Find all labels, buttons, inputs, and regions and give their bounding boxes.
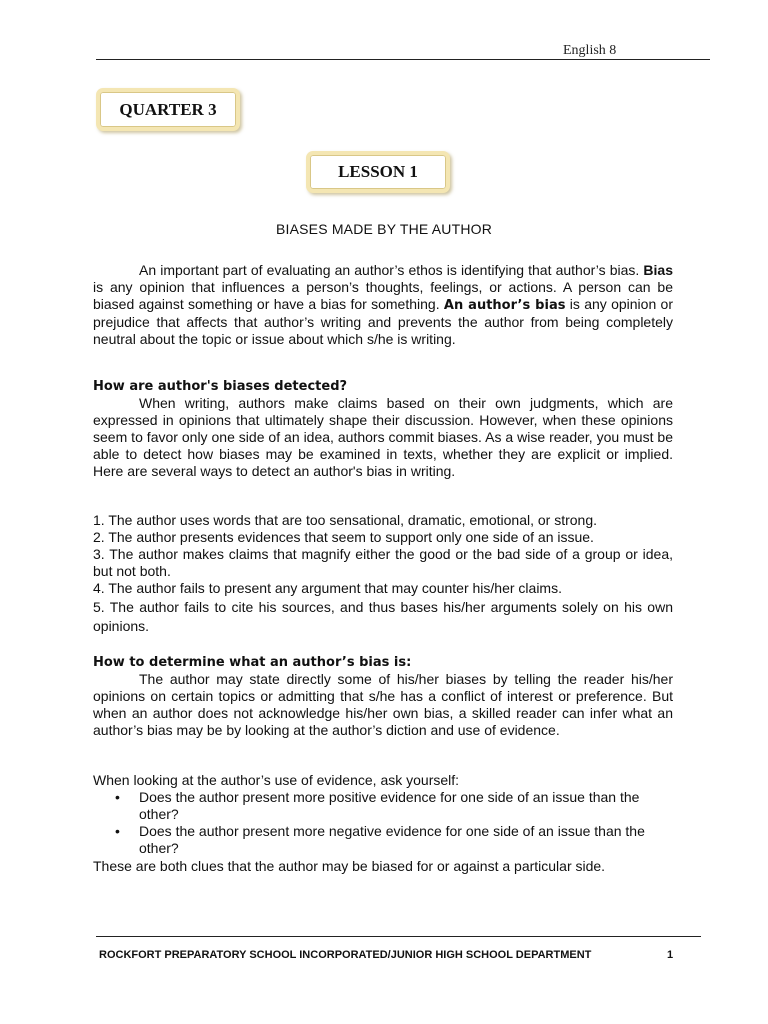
lesson-label: LESSON 1 <box>338 162 418 181</box>
header-rule <box>96 59 710 60</box>
list-item: 1. The author uses words that are too sensational, dramatic, emotional, or strong. <box>93 512 598 528</box>
section2-body: The author may state directly some of his/her biases by telling the reader his/her opinions on certain topics or admitting that s/he has a conflict of interest or preference. But when an author does not acknowledge his/her own bias, a skilled reader can infer what an author’s bias may be by looking at the author’s diction and use of evidence. <box>93 671 673 738</box>
closing-text: These are both clues that the author may be biased for or against a particular side. <box>93 858 606 874</box>
list-item: 4. The author fails to present any argument that may counter his/her claims. <box>93 580 562 596</box>
bullet-icon: • <box>115 823 120 839</box>
intro-paragraph <box>93 262 673 348</box>
authors-bias-term: An author’s bias <box>443 298 566 313</box>
subject-label: English 8 <box>563 43 617 58</box>
list-item: 3. The author makes claims that magnify either the good or the bad side of a group or idea, but not both. <box>93 546 673 579</box>
quarter-box <box>96 88 240 131</box>
intro-text-3: is any opinion or prejudice that affects that author’s writing and prevents the author from being completely neutral about the topic or issue about which s/he is writing. <box>93 296 673 347</box>
bullet-text: Does the author present more positive evidence for one side of an issue than the other? <box>139 789 640 822</box>
bullet-icon: • <box>115 789 120 805</box>
footer-rule <box>96 936 701 937</box>
page-number: 1 <box>667 949 674 961</box>
intro-text-2: is any opinion that influences a person’s thoughts, feelings, or actions. A person can be biased against something or have a bias for something. <box>93 279 673 312</box>
page-title: BIASES MADE BY THE AUTHOR <box>275 221 493 237</box>
detection-list <box>93 512 673 636</box>
list-item <box>93 823 673 857</box>
intro-text-1: An important part of evaluating an author’s ethos is identifying that author’s bias. <box>139 262 644 278</box>
list-item: 2. The author presents evidences that seem to support only one side of an issue. <box>93 529 594 545</box>
list-item: 5. The author fails to cite his sources, and thus bases his/her arguments solely on his own opinions. <box>93 599 673 634</box>
footer-school: ROCKFORT PREPARATORY SCHOOL INCORPORATED/JUNIOR HIGH SCHOOL DEPARTMENT <box>99 949 592 961</box>
quarter-label: QUARTER 3 <box>119 99 217 119</box>
bullet-text: Does the author present more negative evidence for one side of an issue than the other? <box>139 823 645 856</box>
lesson-box <box>306 151 450 193</box>
section1-heading: How are author's biases detected? <box>93 379 348 394</box>
evidence-intro: When looking at the author’s use of evidence, ask yourself: <box>93 772 460 788</box>
list-item <box>93 789 673 823</box>
section1-body: When writing, authors make claims based on their own judgments, which are expressed in opinions that ultimately shape their discussion. However, when these opinions seem to favor only one side of an idea, authors commit biases. As a wise reader, you must be able to detect how biases may be examined in texts, whether they are explicit or implied. Here are several ways to detect an author's bias in writing. <box>93 395 673 479</box>
bias-term: Bias <box>643 262 673 278</box>
section2-heading: How to determine what an author’s bias is: <box>93 655 412 670</box>
evidence-questions <box>93 789 673 857</box>
